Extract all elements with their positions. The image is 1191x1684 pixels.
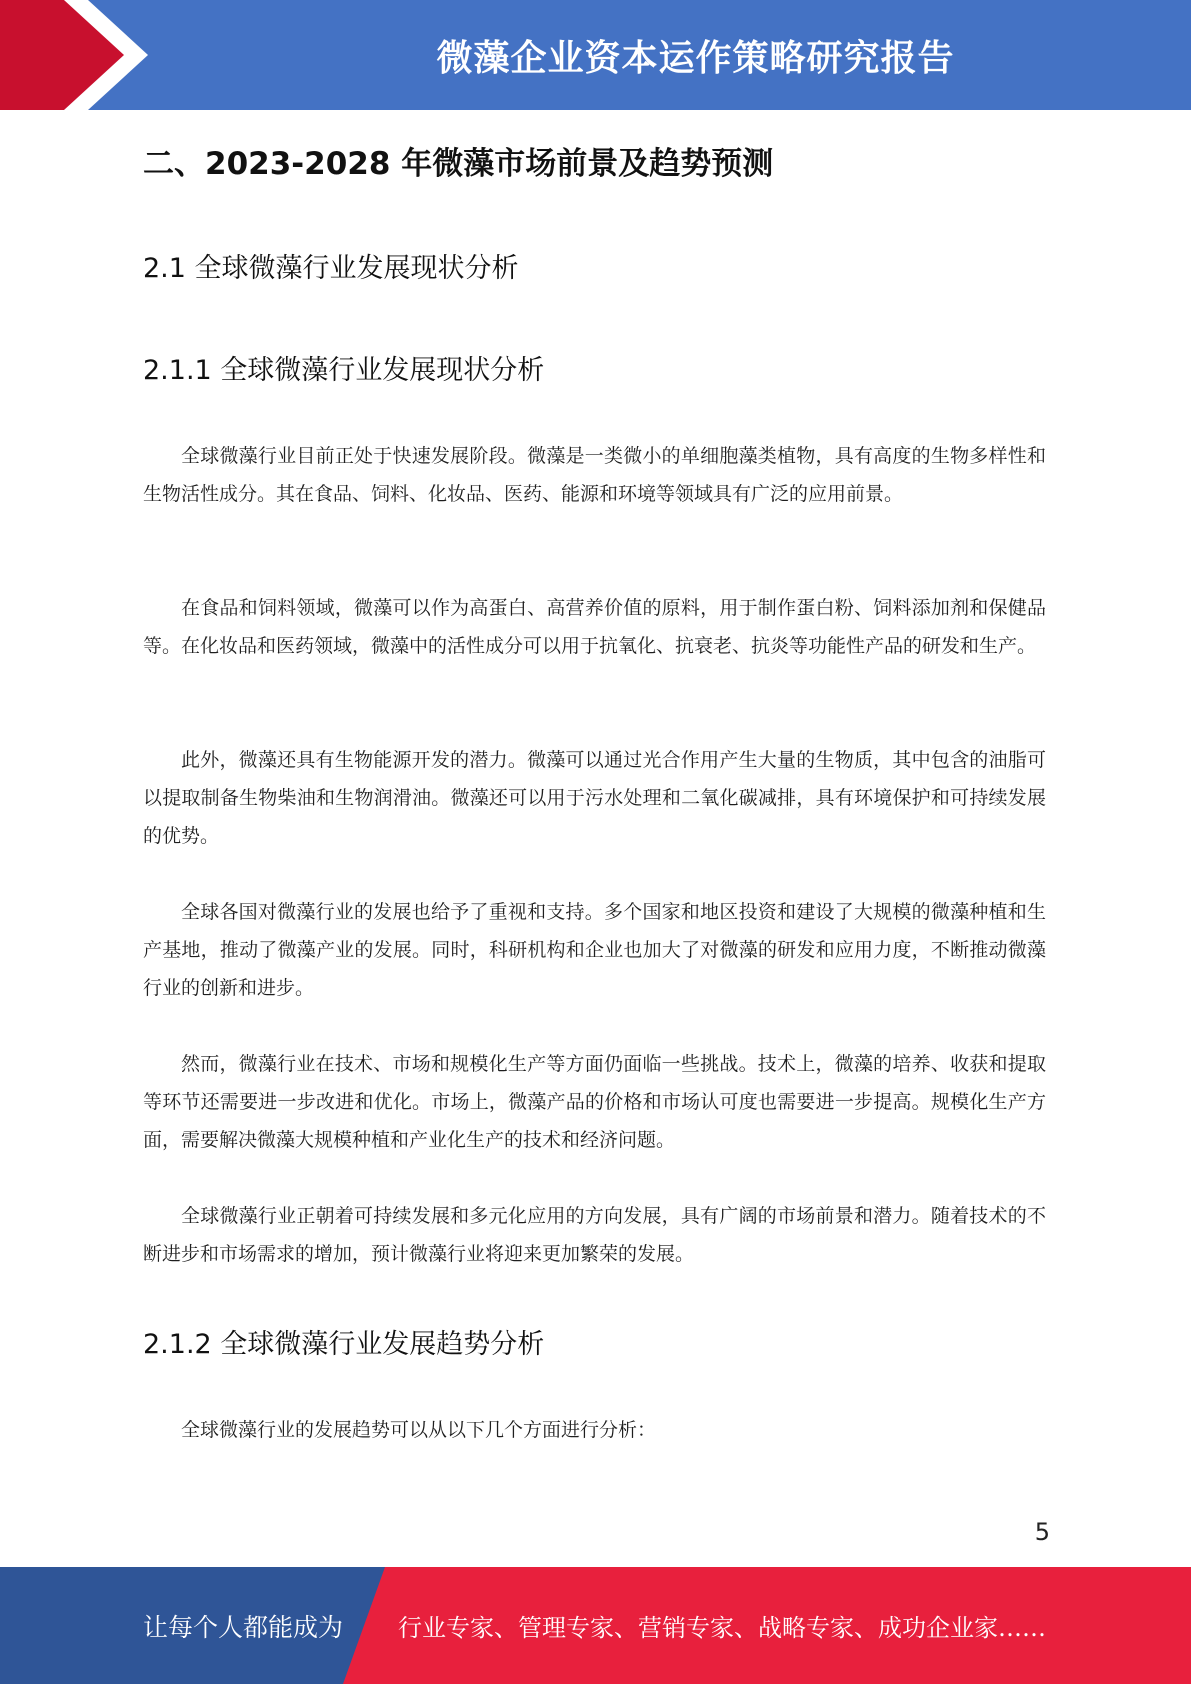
- paragraph-4: 全球各国对微藻行业的发展也给予了重视和支持。多个国家和地区投资和建设了大规模的微藻种植和生产基地，推动了微藻产业的发展。同时，科研机构和企业也加大了对微藻的研发和应用力度，不断推动微藻行业的创新和进步。: [143, 901, 1046, 999]
- paragraph-6: 全球微藻行业正朝着可持续发展和多元化应用的方向发展，具有广阔的市场前景和潜力。随着技术的不断进步和市场需求的增加，预计微藻行业将迎来更加繁荣的发展。: [143, 1205, 1046, 1265]
- page-number: 5: [1034, 1518, 1050, 1546]
- footer-slogan: 让每个人都能成为: [143, 1612, 344, 1642]
- report-title: 微藻企业资本运作策略研究报告: [436, 37, 955, 79]
- footer-band: [0, 1567, 1191, 1684]
- paragraph-1: 全球微藻行业目前正处于快速发展阶段。微藻是一类微小的单细胞藻类植物，具有高度的生物多样性和生物活性成分。其在食品、饲料、化妆品、医药、能源和环境等领域具有广泛的应用前景。: [143, 445, 1046, 505]
- chapter-title: 二、2023-2028 年微藻市场前景及趋势预测: [143, 146, 774, 182]
- section-title: 2.1 全球微藻行业发展现状分析: [143, 253, 519, 284]
- paragraph-2: 在食品和饲料领域，微藻可以作为高蛋白、高营养价值的原料，用于制作蛋白粉、饲料添加剂和保健品等。在化妆品和医药领域，微藻中的活性成分可以用于抗氧化、抗衰老、抗炎等功能性产品的研发和生产。: [143, 597, 1046, 657]
- subsection-title-2-1-1: 2.1.1 全球微藻行业发展现状分析: [143, 355, 545, 386]
- paragraph-3: 此外，微藻还具有生物能源开发的潜力。微藻可以通过光合作用产生大量的生物质，其中包含的油脂可以提取制备生物柴油和生物润滑油。微藻还可以用于污水处理和二氧化碳减排，具有环境保护和可持续发展的优势。: [143, 749, 1046, 847]
- header-arrow-decoration: [0, 0, 160, 110]
- header-band: [0, 0, 1191, 110]
- subsection-title-2-1-2: 2.1.2 全球微藻行业发展趋势分析: [143, 1329, 545, 1360]
- paragraph-5: 然而，微藻行业在技术、市场和规模化生产等方面仍面临一些挑战。技术上，微藻的培养、收获和提取等环节还需要进一步改进和优化。市场上，微藻产品的价格和市场认可度也需要进一步提高。规模化生产方面，需要解决微藻大规模种植和产业化生产的技术和经济问题。: [143, 1053, 1046, 1151]
- paragraph-7: 全球微藻行业的发展趋势可以从以下几个方面进行分析：: [181, 1419, 657, 1441]
- footer-roles: 行业专家、管理专家、营销专家、战略专家、成功企业家……: [398, 1614, 1046, 1642]
